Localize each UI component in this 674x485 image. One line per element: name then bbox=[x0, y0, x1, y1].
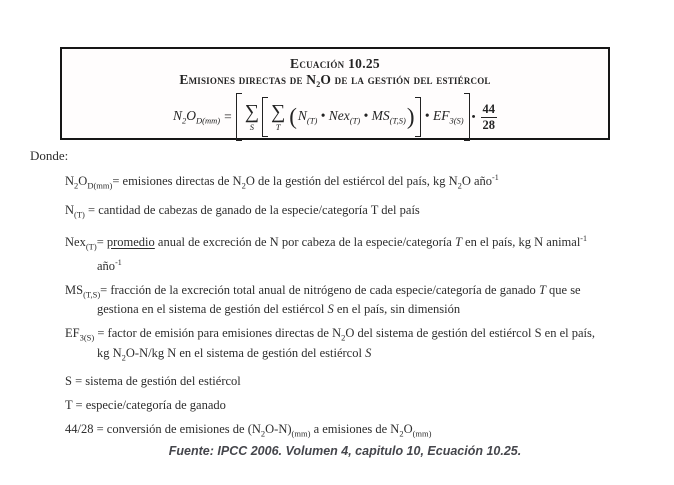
outer-right-bracket bbox=[464, 93, 470, 141]
left-paren: ( bbox=[289, 103, 297, 129]
definitions-list bbox=[65, 170, 666, 451]
sum-index-s: S bbox=[249, 122, 254, 133]
equation-subtitle: Emisiones directas de $N_2O$ de la gestión del estiércol bbox=[179, 71, 491, 89]
equals-sign: = bbox=[224, 109, 232, 125]
definition-row: $MS_{(T,S)}=$ fracción de la excreción total anual de nitrógeno de cada especie/categoría de ganado T que se gestiona en el sistema de gestión del estiércol S en el país, sin dimensión bbox=[65, 282, 581, 316]
emission-factor-term: • $EF_{3(S)}$ bbox=[421, 108, 464, 126]
inner-left-bracket bbox=[262, 97, 268, 137]
equation bbox=[173, 93, 497, 141]
definition-row: $N_{(T)}$ = cantidad de cabezas de ganado de la especie/categoría T del país bbox=[65, 202, 420, 219]
sum-over-s bbox=[245, 102, 259, 132]
sigma-icon: ∑ bbox=[270, 101, 286, 124]
outer-left-bracket bbox=[236, 93, 242, 141]
sum-index-t: T bbox=[275, 122, 281, 133]
equation-product-terms: $N_{(T)}$ • Nex$_{(T)}$ • $MS_{(T,S)}$ bbox=[297, 108, 406, 126]
fraction-44-28 bbox=[481, 102, 498, 132]
equation-box bbox=[60, 47, 610, 140]
where-label: Donde: bbox=[30, 148, 69, 163]
right-paren: ) bbox=[406, 103, 415, 129]
fraction-denominator: 28 bbox=[482, 117, 495, 132]
equation-lhs: $N_2O_{D(mm)}$ bbox=[172, 108, 221, 126]
equation-title: Ecuación 10.25 bbox=[290, 56, 380, 71]
sum-over-t bbox=[271, 102, 285, 132]
sigma-icon: ∑ bbox=[244, 101, 259, 124]
definition-row: $EF_{3(S)}$ = factor de emisión para emisiones directas de $N_2O$ del sistema de gestión del estiércol S en el país, kg $N_2O-N/kg$ N en el sistema de gestión del estiércol S bbox=[65, 326, 595, 362]
definition-row: Nex$_{(T)}$= promedio anual de excreción de N por cabeza de la especie/categoría T en el país, kg N animal$^{-1}$ año$^{-1}$ bbox=[65, 234, 587, 273]
source-note: Fuente: IPCC 2006. Volumen 4, capitulo 10, Ecuación 10.25. bbox=[168, 444, 522, 458]
definition-row: T = especie/categoría de ganado bbox=[65, 398, 226, 412]
definition-row: 44/28 = conversión de emisiones de $(N_2O-N)_{(mm)}$ a emisiones de $N_2O_{(mm)}$ bbox=[65, 422, 432, 439]
definition-row: $N_2O_{D(mm)}=$ emisiones directas de $N_2O$ de la gestión del estiércol del país, kg $N_2O$ año$^{-1}$ bbox=[65, 173, 499, 191]
multiplication-bullet: • bbox=[471, 111, 476, 124]
fraction-numerator: 44 bbox=[482, 102, 495, 117]
definition-row: S = sistema de gestión del estiércol bbox=[65, 374, 241, 388]
